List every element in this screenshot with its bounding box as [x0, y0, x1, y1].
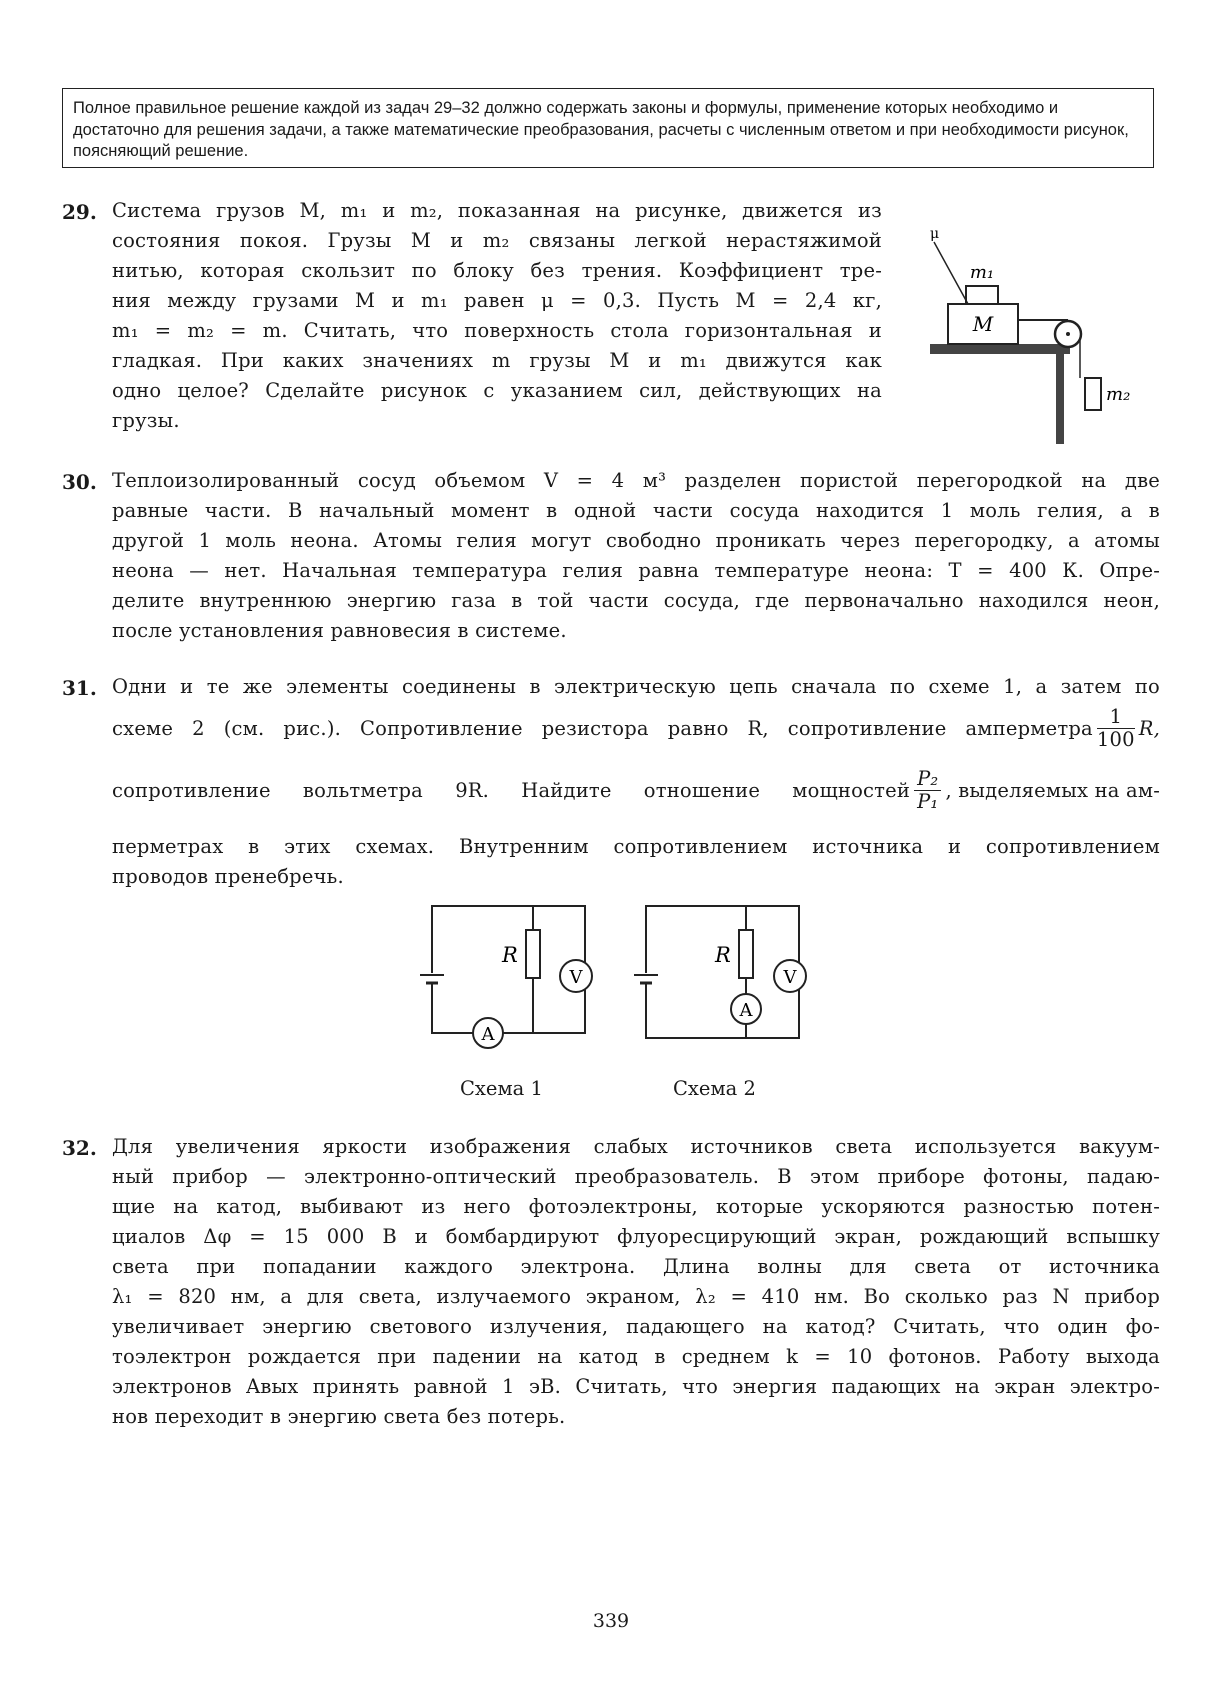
problem-31-line-1 [112, 672, 1160, 702]
problem-31-text-end [112, 832, 1160, 892]
problem-31-line-2 [112, 706, 1160, 751]
text-line: Система грузов M, m₁ и m₂, показанная на рисунке, движется из [112, 199, 882, 222]
text-line: грузы. [112, 409, 180, 432]
mu-pointer-line [934, 242, 968, 304]
text-line: нитью, которая скользит по блоку без трения. Коэффициент тре- [112, 259, 882, 282]
label-m2: m₂ [1106, 384, 1131, 405]
fraction-1-over-100 [1097, 706, 1135, 751]
text-line: перметрах в этих схемах. Внутренним сопротивлением источника и сопротивлением [112, 835, 1160, 858]
text-fragment: R, [1138, 716, 1160, 740]
text-line: Теплоизолированный сосуд объемом V = 4 м³ разделен пористой перегородкой на две [112, 469, 1160, 492]
text-line: другой 1 моль неона. Атомы гелия могут свободно проникать через перегородку, а атомы [112, 529, 1160, 552]
circuit-scheme-1 [410, 898, 610, 1068]
text-line: ния между грузами M и m₁ равен μ = 0,3. Пусть M = 2,4 кг, [112, 289, 882, 312]
table-surface [930, 344, 1070, 354]
problem-32-text [112, 1132, 1160, 1432]
resistor [526, 930, 540, 978]
text-line: одно целое? Сделайте рисунок с указанием сил, действующих на [112, 379, 882, 402]
text-line: неона — нет. Начальная температура гелия равна температуре неона: T = 400 К. Опре- [112, 559, 1160, 582]
label-m1: m₁ [969, 262, 995, 283]
text-line: равные части. В начальный момент в одной части сосуда находится 1 моль гелия, а в [112, 499, 1160, 522]
label-V: V [569, 967, 583, 988]
text-line: состояния покоя. Грузы M и m₂ связаны легкой нерастяжимой [112, 229, 882, 252]
pulley-system-figure [920, 220, 1140, 450]
problem-30-text [112, 466, 1160, 646]
label-A: A [739, 1000, 753, 1021]
text-line: проводов пренебречь. [112, 865, 344, 888]
scheme-2-caption: Схема 2 [673, 1077, 756, 1100]
text-line: Для увеличения яркости изображения слабых источников света используется вакуум- [112, 1135, 1160, 1158]
label-V: V [783, 967, 797, 988]
scheme-1-caption: Схема 1 [460, 1077, 543, 1100]
text-line: щие на катод, выбивают из него фотоэлектроны, которые ускоряются разностью потен- [112, 1195, 1160, 1218]
pulley-axle [1066, 332, 1070, 336]
fraction-denominator: P₁ [917, 790, 939, 813]
label-R: R [715, 943, 731, 967]
fraction-numerator: P₂ [914, 768, 941, 791]
table-leg [1056, 344, 1064, 444]
problem-32-number: 32. [62, 1136, 97, 1160]
text-line: схеме 2 (см. рис.). Сопротивление резистора равно R, сопротивление амперметра [112, 716, 1093, 740]
resistor [739, 930, 753, 978]
fraction-denominator: 100 [1096, 728, 1135, 751]
text-line: света при попадании каждого электрона. Длина волны для света от источника [112, 1255, 1160, 1278]
instructions-box: Полное правильное решение каждой из задач 29–32 должно содержать законы и формулы, применение которых необходимо и достаточно для решения задачи, а также математические преобразования, расчеты с численным ответом и при необходимости рисунок, поясняющий решение. [62, 88, 1154, 168]
text-line: сопротивление вольтметра 9R. Найдите отношение мощностей [112, 778, 911, 802]
text-line: увеличивает энергию светового излучения, падающего на катод? Считать, что один фо- [112, 1315, 1160, 1338]
fraction-P2-over-P1 [914, 768, 941, 813]
problem-31-number: 31. [62, 676, 97, 700]
text-line: гладкая. При каких значениях m грузы M и m₁ движутся как [112, 349, 882, 372]
text-fragment: , выделяемых на ам- [945, 778, 1160, 802]
text-line: электронов Aвых принять равной 1 эВ. Считать, что энергия падающих на экран электро- [112, 1375, 1160, 1398]
label-A: A [481, 1024, 495, 1045]
text-line: Одни и те же элементы соединены в электрическую цепь сначала по схеме 1, а затем по [112, 675, 1160, 698]
circuit-scheme-2 [624, 898, 824, 1068]
label-R: R [502, 943, 518, 967]
block-m1 [966, 286, 998, 304]
page-number: 339 [592, 1610, 630, 1632]
text-line: ный прибор — электронно-оптический преобразователь. В этом приборе фотоны, падаю- [112, 1165, 1160, 1188]
problem-29-number: 29. [62, 200, 97, 224]
text-line: тоэлектрон рождается при падении на катод в среднем k = 10 фотонов. Работу выхода [112, 1345, 1160, 1368]
label-mu: μ [930, 226, 940, 242]
fraction-numerator: 1 [1097, 706, 1135, 729]
text-line: делите внутреннюю энергию газа в той части сосуда, где первоначально находился неон, [112, 589, 1160, 612]
problem-29-text [112, 196, 882, 436]
text-line: нов переходит в энергию света без потерь. [112, 1405, 566, 1428]
block-m2 [1085, 378, 1101, 410]
text-line: λ₁ = 820 нм, а для света, излучаемого экраном, λ₂ = 410 нм. Во сколько раз N прибор [112, 1285, 1160, 1308]
text-line: циалов Δφ = 15 000 В и бомбардируют флуоресцирующий экран, рождающий вспышку [112, 1225, 1160, 1248]
text-line: m₁ = m₂ = m. Считать, что поверхность стола горизонтальная и [112, 319, 882, 342]
text-line: после установления равновесия в системе. [112, 619, 567, 642]
label-M: M [972, 312, 994, 336]
problem-30-number: 30. [62, 470, 97, 494]
problem-31-line-3 [112, 768, 1160, 813]
